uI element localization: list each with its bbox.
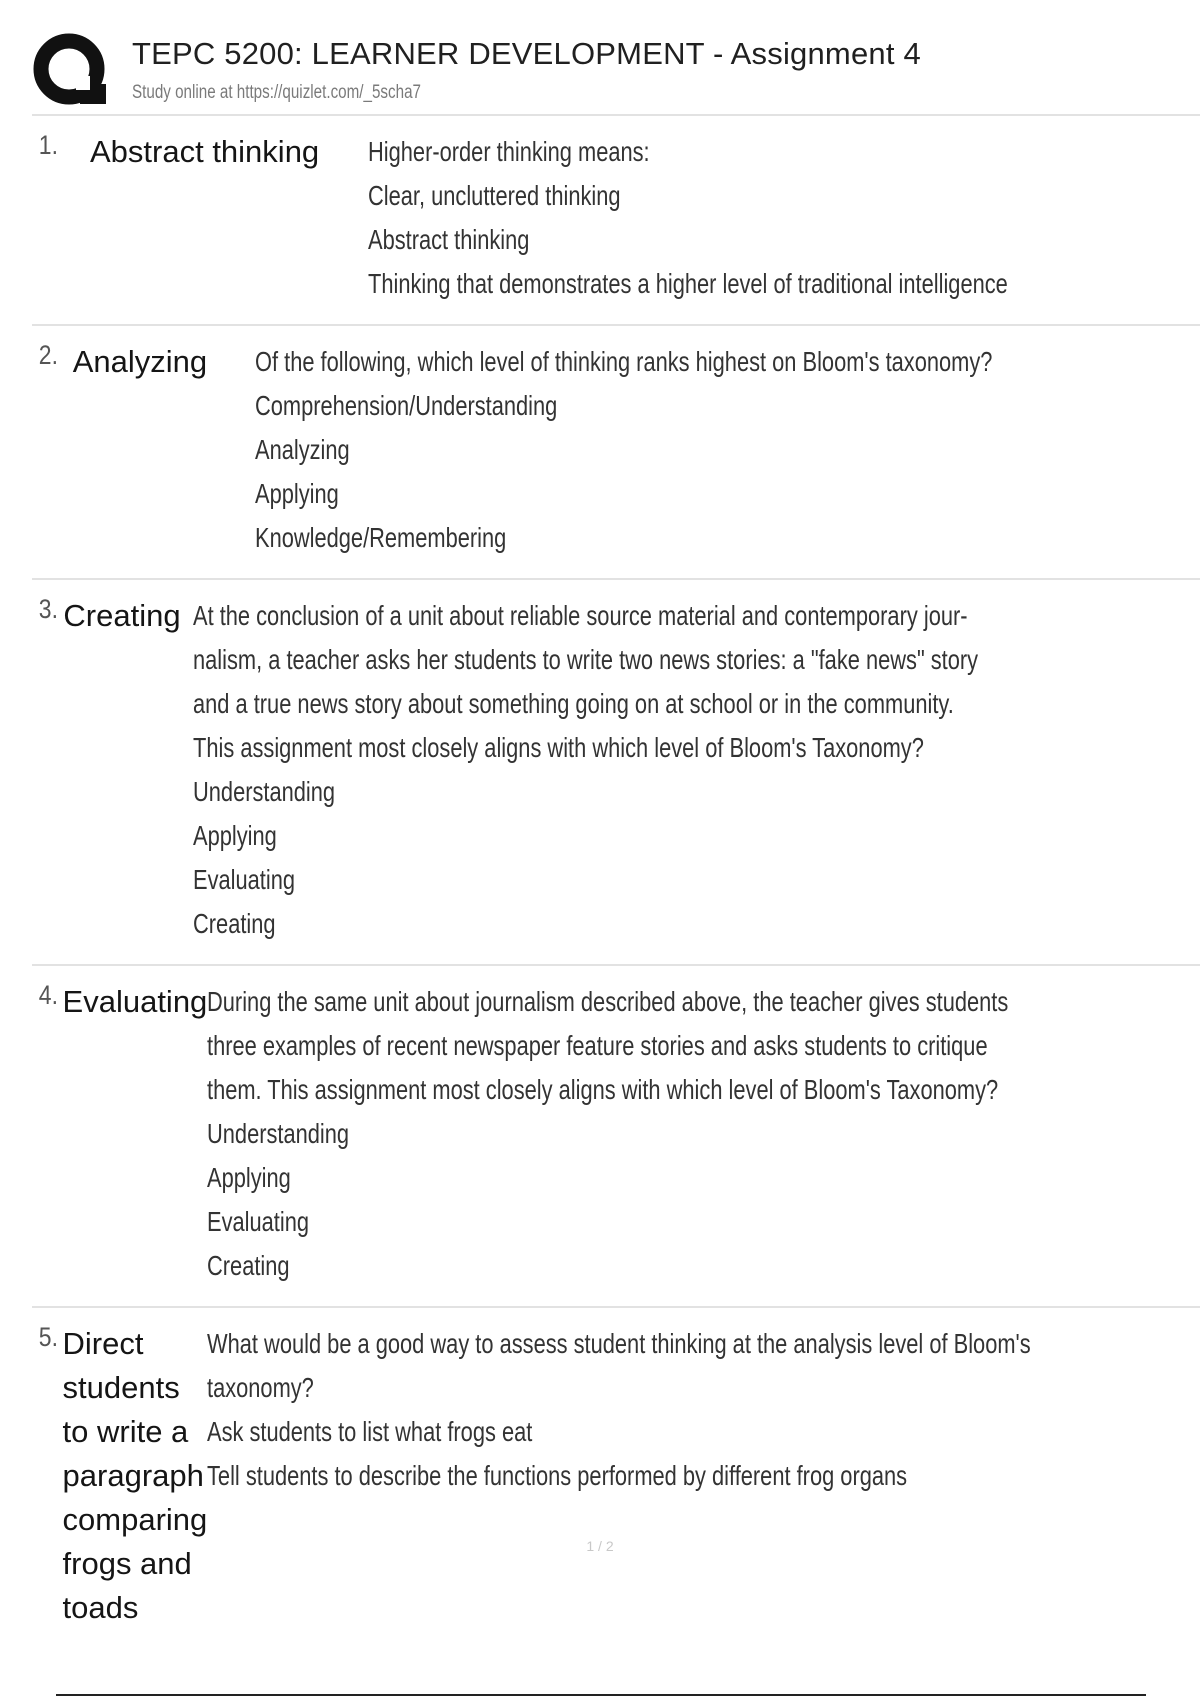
card-number: 2. (38, 340, 58, 370)
divider (56, 1694, 1146, 1696)
definition-line: This assignment most closely aligns with which level of Bloom's Taxonomy? (193, 732, 925, 763)
study-online-link[interactable]: Study online at https://quizlet.com/_5scha7 (132, 82, 421, 103)
document-title: TEPC 5200: LEARNER DEVELOPMENT - Assignment 4 (132, 36, 921, 71)
definition-line: Understanding (207, 1118, 350, 1149)
definition-line: Comprehension/Understanding (254, 390, 557, 421)
definition-line: Tell students to describe the functions performed by different frog organs (207, 1460, 908, 1491)
card-definition (207, 980, 1200, 1288)
definition-line: Thinking that demonstrates a higher level of traditional intelligence (368, 268, 1008, 299)
definition-line: Higher-order thinking means: (368, 136, 650, 167)
card-number: 1. (38, 130, 58, 160)
definition-line: Evaluating (193, 864, 296, 895)
definition-line: Of the following, which level of thinking ranks highest on Bloom's taxonomy? (254, 346, 993, 377)
definition-line: Applying (207, 1162, 292, 1193)
card-term: Direct students to write a paragraph comparing frogs and toads (62, 1326, 208, 1625)
definition-line: What would be a good way to assess student thinking at the analysis level of Bloom's (207, 1328, 1031, 1359)
definition-line: Applying (254, 478, 339, 509)
definition-line: Analyzing (254, 434, 350, 465)
definition-line: and a true news story about something going on at school or in the community. (193, 688, 955, 719)
definition-line: During the same unit about journalism described above, the teacher gives students (207, 986, 1009, 1017)
flashcard-list (32, 116, 1200, 1648)
definition-line: three examples of recent newspaper feature stories and asks students to critique (207, 1030, 988, 1061)
definition-line: Evaluating (207, 1206, 310, 1237)
card-term: Creating (63, 598, 181, 633)
card-definition (193, 594, 1200, 946)
definition-line: At the conclusion of a unit about reliable source material and contemporary jour- (193, 600, 969, 631)
quizlet-logo-icon (32, 32, 110, 110)
definition-line: Understanding (193, 776, 336, 807)
card-definition (368, 130, 1200, 306)
definition-line: Abstract thinking (368, 224, 530, 255)
card-definition (255, 340, 1200, 560)
flashcard (32, 580, 1200, 966)
definition-line: Clear, uncluttered thinking (368, 180, 621, 211)
flashcard (32, 966, 1200, 1308)
card-term: Analyzing (72, 344, 208, 379)
definition-line: them. This assignment most closely aligns with which level of Bloom's Taxonomy? (207, 1074, 999, 1105)
definition-line: Ask students to list what frogs eat (207, 1416, 533, 1447)
flashcard (32, 326, 1200, 580)
page-number: 1 / 2 (586, 1538, 614, 1554)
page-header (32, 30, 1200, 116)
card-number: 5. (38, 1322, 58, 1352)
card-number: 3. (38, 594, 58, 624)
card-number: 4. (38, 980, 58, 1010)
definition-line: nalism, a teacher asks her students to write two news stories: a "fake news" story (193, 644, 979, 675)
definition-line: Knowledge/Remembering (254, 522, 506, 553)
flashcard (32, 116, 1200, 326)
card-term: Evaluating (62, 984, 208, 1019)
definition-line: Applying (193, 820, 278, 851)
definition-line: taxonomy? (207, 1372, 315, 1403)
flashcard (32, 1308, 1200, 1648)
card-definition (207, 1322, 1200, 1630)
definition-line: Creating (207, 1250, 290, 1281)
card-term: Abstract thinking (90, 134, 320, 169)
definition-line: Creating (193, 908, 277, 939)
